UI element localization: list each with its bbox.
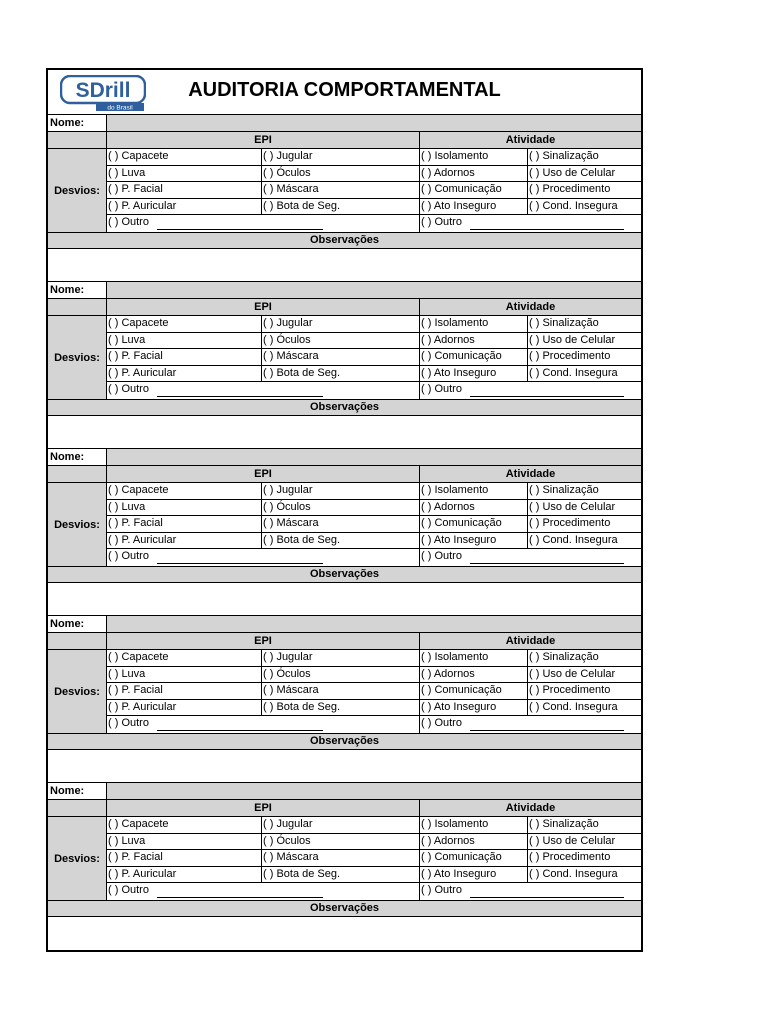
checkbox-item[interactable]: ( ) Cond. Insegura: [529, 366, 618, 379]
form-header: [48, 70, 641, 115]
checklist-grid: [107, 650, 641, 733]
epi-header: EPI: [107, 633, 420, 649]
checkbox-item[interactable]: ( ) Luva: [107, 166, 262, 182]
observacoes-label: Observações: [48, 901, 641, 916]
nome-row: [48, 115, 641, 132]
checkbox-item[interactable]: ( ) Capacete: [107, 817, 262, 833]
checklist-grid: [107, 316, 641, 399]
checkbox-item[interactable]: ( ) Cond. Insegura: [529, 867, 618, 880]
checklist-row: [107, 182, 641, 199]
checkbox-item[interactable]: ( ) Sinalização: [529, 818, 599, 830]
checkbox-item[interactable]: ( ) Sinalização: [529, 150, 599, 162]
observacoes-header-row: [48, 400, 641, 416]
checkbox-item[interactable]: ( ) Óculos: [262, 166, 420, 182]
checkbox-item[interactable]: ( ) Óculos: [262, 667, 420, 683]
desvios-label: Desvios:: [48, 817, 107, 900]
outro-epi-line[interactable]: [157, 886, 323, 898]
checkbox-item[interactable]: ( ) Adornos: [420, 333, 528, 349]
atividade-header: Atividade: [420, 800, 641, 816]
checkbox-item[interactable]: ( ) Máscara: [262, 850, 420, 866]
observacoes-label: Observações: [48, 567, 641, 582]
audit-blocks: [48, 115, 641, 950]
checklist-grid: [107, 817, 641, 900]
checklist-row: [107, 683, 641, 700]
atividade-header: Atividade: [420, 299, 641, 315]
outro-row: [107, 883, 641, 900]
outro-label: ( ) Outro: [421, 383, 462, 396]
checklist-row: [107, 667, 641, 684]
outro-atividade-line[interactable]: [470, 719, 624, 731]
nome-field[interactable]: [107, 449, 641, 465]
header-blank: [48, 633, 107, 649]
checklist-row: [107, 533, 641, 550]
checkbox-item[interactable]: ( ) Isolamento: [420, 149, 528, 165]
checklist-row: [107, 834, 641, 851]
epi-header: EPI: [107, 299, 420, 315]
checkbox-item[interactable]: ( ) Bota de Seg.: [262, 533, 420, 549]
checkbox-item[interactable]: ( ) Procedimento: [529, 684, 611, 697]
checklist-row: [107, 650, 641, 667]
checkbox-item[interactable]: ( ) P. Facial: [107, 349, 262, 365]
outro-label: ( ) Outro: [421, 216, 462, 229]
checkbox-item[interactable]: ( ) Ato Inseguro: [420, 199, 528, 215]
checkbox-item[interactable]: ( ) P. Auricular: [107, 199, 262, 215]
checkbox-item[interactable]: ( ) Isolamento: [420, 650, 528, 666]
checkbox-item[interactable]: ( ) Cond. Insegura: [529, 199, 618, 212]
checkbox-item[interactable]: ( ) Capacete: [107, 650, 262, 666]
checkbox-item[interactable]: ( ) Comunicação: [420, 850, 528, 866]
atividade-outro-item[interactable]: [420, 549, 641, 566]
header-blank: [48, 132, 107, 148]
outro-label: ( ) Outro: [421, 717, 462, 730]
checklist-row: [107, 850, 641, 867]
checkbox-item[interactable]: ( ) Sinalização: [529, 651, 599, 663]
checkbox-item[interactable]: ( ) Jugular: [262, 483, 420, 499]
audit-entry: [48, 282, 641, 449]
epi-outro-item[interactable]: [107, 382, 420, 399]
checkbox-item[interactable]: ( ) Máscara: [262, 516, 420, 532]
checklist-row: [107, 483, 641, 500]
outro-atividade-line[interactable]: [470, 385, 624, 397]
epi-outro-item[interactable]: [107, 549, 420, 566]
checkbox-item[interactable]: ( ) Capacete: [107, 483, 262, 499]
checklist-row: [107, 349, 641, 366]
checkbox-item[interactable]: ( ) Isolamento: [420, 483, 528, 499]
checkbox-item[interactable]: ( ) Adornos: [420, 166, 528, 182]
outro-row: [107, 716, 641, 733]
checkbox-item[interactable]: ( ) Bota de Seg.: [262, 700, 420, 716]
atividade-outro-item[interactable]: [420, 716, 641, 733]
checklist-row: [107, 700, 641, 717]
checkbox-item[interactable]: ( ) Jugular: [262, 817, 420, 833]
desvios-area: [48, 483, 641, 567]
nome-label: Nome:: [48, 115, 107, 131]
checkbox-item[interactable]: ( ) Luva: [107, 500, 262, 516]
section-header-row: [48, 466, 641, 483]
observacoes-header-row: [48, 734, 641, 750]
audit-form: [46, 68, 643, 952]
epi-outro-item[interactable]: [107, 215, 420, 232]
checkbox-item[interactable]: ( ) P. Facial: [107, 182, 262, 198]
checkbox-item[interactable]: ( ) Óculos: [262, 834, 420, 850]
checkbox-item[interactable]: ( ) Máscara: [262, 182, 420, 198]
checkbox-item[interactable]: ( ) Ato Inseguro: [420, 867, 528, 883]
observacoes-label: Observações: [48, 233, 641, 248]
audit-entry: [48, 115, 641, 282]
outro-label: ( ) Outro: [108, 216, 149, 229]
observacoes-header-row: [48, 567, 641, 583]
outro-epi-line[interactable]: [157, 719, 323, 731]
checkbox-item[interactable]: ( ) Comunicação: [420, 683, 528, 699]
atividade-header: Atividade: [420, 633, 641, 649]
outro-epi-line[interactable]: [157, 552, 323, 564]
nome-row: [48, 783, 641, 800]
checklist-row: [107, 199, 641, 216]
observacoes-field[interactable]: [48, 583, 641, 616]
nome-label: Nome:: [48, 783, 107, 799]
outro-label: ( ) Outro: [421, 550, 462, 563]
checkbox-item[interactable]: ( ) Capacete: [107, 149, 262, 165]
checkbox-item[interactable]: ( ) P. Facial: [107, 683, 262, 699]
outro-epi-line[interactable]: [157, 385, 323, 397]
checkbox-item[interactable]: ( ) Comunicação: [420, 516, 528, 532]
checkbox-item[interactable]: ( ) Uso de Celular: [529, 500, 616, 513]
observacoes-label: Observações: [48, 400, 641, 415]
outro-row: [107, 215, 641, 232]
checkbox-item[interactable]: ( ) Uso de Celular: [529, 667, 616, 680]
checkbox-item[interactable]: ( ) P. Facial: [107, 516, 262, 532]
checkbox-item[interactable]: ( ) Cond. Insegura: [529, 533, 618, 546]
checklist-row: [107, 149, 641, 166]
atividade-header: Atividade: [420, 132, 641, 148]
checkbox-item[interactable]: ( ) Jugular: [262, 149, 420, 165]
checkbox-item[interactable]: ( ) Luva: [107, 834, 262, 850]
checkbox-item[interactable]: ( ) Cond. Insegura: [529, 700, 618, 713]
checkbox-item[interactable]: ( ) Uso de Celular: [529, 834, 616, 847]
header-blank: [48, 299, 107, 315]
desvios-label: Desvios:: [48, 650, 107, 733]
epi-header: EPI: [107, 800, 420, 816]
checkbox-item[interactable]: ( ) Bota de Seg.: [262, 867, 420, 883]
checkbox-item[interactable]: ( ) Máscara: [262, 683, 420, 699]
outro-label: ( ) Outro: [108, 717, 149, 730]
nome-label: Nome:: [48, 449, 107, 465]
desvios-area: [48, 650, 641, 734]
checkbox-item[interactable]: ( ) P. Facial: [107, 850, 262, 866]
desvios-area: [48, 817, 641, 901]
checkbox-item[interactable]: ( ) Luva: [107, 333, 262, 349]
atividade-outro-item[interactable]: [420, 215, 641, 232]
checklist-grid: [107, 483, 641, 566]
checkbox-item[interactable]: ( ) Procedimento: [529, 350, 611, 363]
logo-sub: do Brasil: [107, 104, 133, 111]
page-title: AUDITORIA COMPORTAMENTAL: [188, 79, 501, 101]
checkbox-item[interactable]: ( ) Bota de Seg.: [262, 199, 420, 215]
checkbox-item[interactable]: ( ) Adornos: [420, 667, 528, 683]
section-header-row: [48, 299, 641, 316]
checklist-row: [107, 500, 641, 517]
header-blank: [48, 800, 107, 816]
desvios-area: [48, 149, 641, 233]
epi-header: EPI: [107, 466, 420, 482]
observacoes-field[interactable]: [48, 249, 641, 282]
checkbox-item[interactable]: ( ) Isolamento: [420, 817, 528, 833]
observacoes-header-row: [48, 901, 641, 917]
nome-field[interactable]: [107, 115, 641, 131]
outro-label: ( ) Outro: [108, 884, 149, 897]
section-header-row: [48, 132, 641, 149]
checklist-row: [107, 867, 641, 884]
checkbox-item[interactable]: ( ) Uso de Celular: [529, 166, 616, 179]
checkbox-item[interactable]: ( ) Óculos: [262, 500, 420, 516]
checkbox-item[interactable]: ( ) Máscara: [262, 349, 420, 365]
desvios-area: [48, 316, 641, 400]
checkbox-item[interactable]: ( ) P. Auricular: [107, 366, 262, 382]
checkbox-item[interactable]: ( ) Capacete: [107, 316, 262, 332]
checkbox-item[interactable]: ( ) Sinalização: [529, 484, 599, 496]
epi-outro-item[interactable]: [107, 883, 420, 900]
checkbox-item[interactable]: ( ) Sinalização: [529, 317, 599, 329]
nome-label: Nome:: [48, 616, 107, 632]
checkbox-item[interactable]: ( ) Adornos: [420, 834, 528, 850]
section-header-row: [48, 633, 641, 650]
checkbox-item[interactable]: ( ) Jugular: [262, 316, 420, 332]
checkbox-item[interactable]: ( ) Adornos: [420, 500, 528, 516]
outro-label: ( ) Outro: [108, 550, 149, 563]
audit-entry: [48, 783, 641, 950]
checkbox-item[interactable]: ( ) Ato Inseguro: [420, 533, 528, 549]
atividade-outro-item[interactable]: [420, 382, 641, 399]
outro-row: [107, 549, 641, 566]
outro-row: [107, 382, 641, 399]
outro-atividade-line[interactable]: [470, 552, 624, 564]
checkbox-item[interactable]: ( ) Óculos: [262, 333, 420, 349]
checklist-row: [107, 516, 641, 533]
observacoes-field[interactable]: [48, 750, 641, 783]
nome-label: Nome:: [48, 282, 107, 298]
checkbox-item[interactable]: ( ) Bota de Seg.: [262, 366, 420, 382]
outro-epi-line[interactable]: [157, 218, 323, 230]
checklist-grid: [107, 149, 641, 232]
observacoes-header-row: [48, 233, 641, 249]
outro-label: ( ) Outro: [108, 383, 149, 396]
outro-label: ( ) Outro: [421, 884, 462, 897]
observacoes-field[interactable]: [48, 917, 641, 950]
epi-header: EPI: [107, 132, 420, 148]
checkbox-item[interactable]: ( ) Comunicação: [420, 182, 528, 198]
checklist-row: [107, 316, 641, 333]
epi-outro-item[interactable]: [107, 716, 420, 733]
checklist-row: [107, 366, 641, 383]
atividade-outro-item[interactable]: [420, 883, 641, 900]
checklist-row: [107, 166, 641, 183]
nome-row: [48, 282, 641, 299]
observacoes-label: Observações: [48, 734, 641, 749]
checkbox-item[interactable]: ( ) Procedimento: [529, 183, 611, 196]
checkbox-item[interactable]: ( ) Procedimento: [529, 851, 611, 864]
checkbox-item[interactable]: ( ) Ato Inseguro: [420, 700, 528, 716]
nome-row: [48, 616, 641, 633]
header-blank: [48, 466, 107, 482]
desvios-label: Desvios:: [48, 483, 107, 566]
audit-entry: [48, 616, 641, 783]
observacoes-field[interactable]: [48, 416, 641, 449]
nome-field[interactable]: [107, 616, 641, 632]
checkbox-item[interactable]: ( ) Jugular: [262, 650, 420, 666]
checkbox-item[interactable]: ( ) Uso de Celular: [529, 333, 616, 346]
checkbox-item[interactable]: ( ) Comunicação: [420, 349, 528, 365]
section-header-row: [48, 800, 641, 817]
checklist-row: [107, 817, 641, 834]
audit-entry: [48, 449, 641, 616]
nome-field[interactable]: [107, 282, 641, 298]
nome-row: [48, 449, 641, 466]
nome-field[interactable]: [107, 783, 641, 799]
logo-brand: SDrill: [75, 79, 131, 102]
checkbox-item[interactable]: ( ) Procedimento: [529, 517, 611, 530]
outro-atividade-line[interactable]: [470, 886, 624, 898]
atividade-header: Atividade: [420, 466, 641, 482]
checklist-row: [107, 333, 641, 350]
checkbox-item[interactable]: ( ) Luva: [107, 667, 262, 683]
outro-atividade-line[interactable]: [470, 218, 624, 230]
checkbox-item[interactable]: ( ) Ato Inseguro: [420, 366, 528, 382]
desvios-label: Desvios:: [48, 316, 107, 399]
checkbox-item[interactable]: ( ) P. Auricular: [107, 867, 262, 883]
desvios-label: Desvios:: [48, 149, 107, 232]
checkbox-item[interactable]: ( ) P. Auricular: [107, 533, 262, 549]
checkbox-item[interactable]: ( ) P. Auricular: [107, 700, 262, 716]
checkbox-item[interactable]: ( ) Isolamento: [420, 316, 528, 332]
